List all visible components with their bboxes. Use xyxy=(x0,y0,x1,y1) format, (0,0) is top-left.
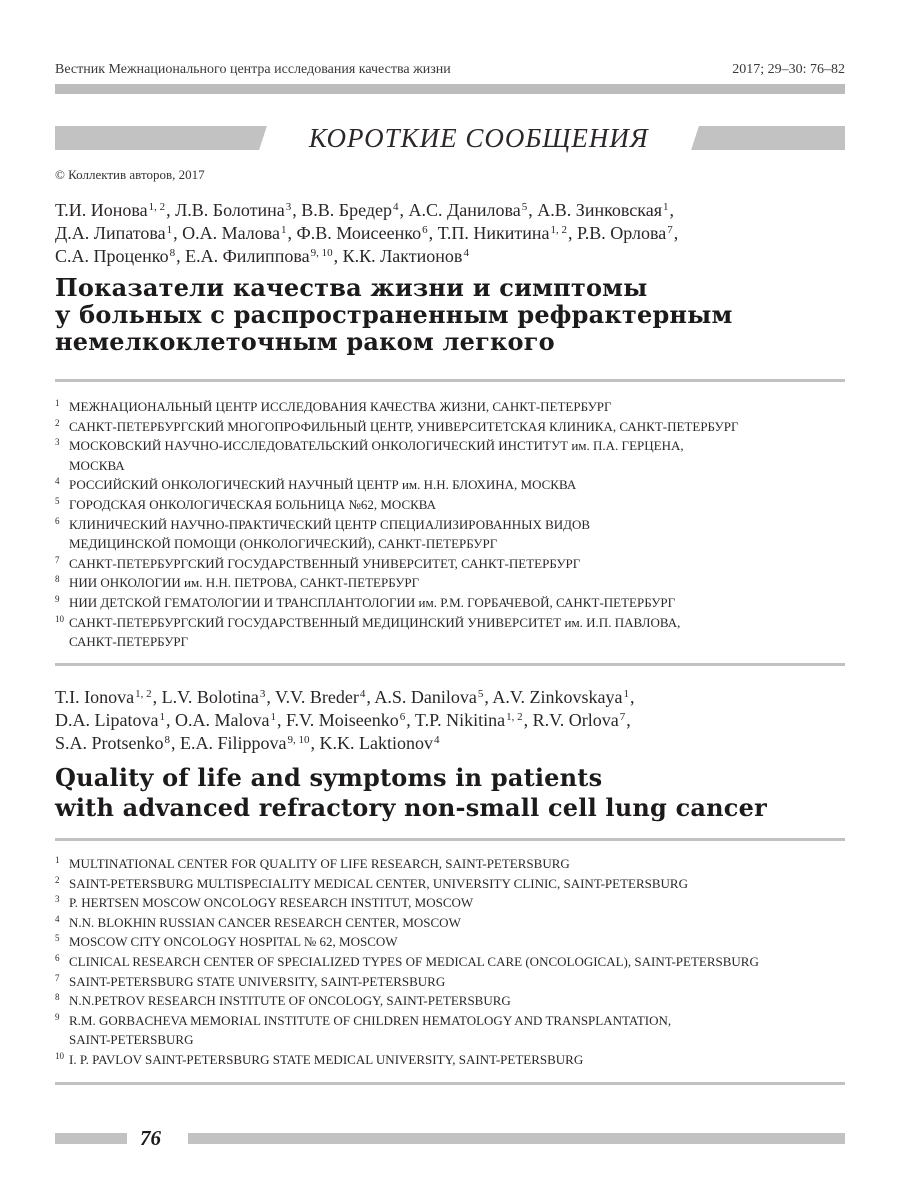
author xyxy=(320,733,441,753)
author-affiliation-ref: 1 xyxy=(270,711,276,723)
author xyxy=(343,246,470,266)
author-affiliation-ref: 6 xyxy=(399,711,406,723)
author xyxy=(55,733,171,753)
author-affiliation-ref: 8 xyxy=(169,247,176,259)
author-affiliation-ref: 1, 2 xyxy=(148,201,166,213)
affiliation-text: ГОРОДСКАЯ ОНКОЛОГИЧЕСКАЯ БОЛЬНИЦА №62, МОСКВА xyxy=(69,496,437,512)
author-name: К.К. Лактионов xyxy=(342,246,463,266)
affiliation-number: 9 xyxy=(55,1011,60,1022)
article-title-ru xyxy=(55,274,855,355)
affiliation-item xyxy=(55,593,855,613)
affiliation-item xyxy=(55,854,855,874)
journal-name: Вестник Межнационального центра исследования качества жизни xyxy=(55,62,451,77)
affiliations-ru xyxy=(55,397,855,652)
author-affiliation-ref: 5 xyxy=(521,201,528,213)
affiliation-item xyxy=(55,573,855,593)
author-line: T.I. Ionova$^{1, 2}$, L.V. Bolotina$^3$, V.V. Breder$^4$, A.S. Danilova$^5$, A.V. Zinkovskaya$^1$, xyxy=(55,687,635,707)
authors-ru xyxy=(55,199,845,268)
author xyxy=(182,223,287,243)
affiliation-text: SAINT-PETERSBURG STATE UNIVERSITY, SAINT-PETERSBURG xyxy=(69,973,446,989)
affiliation-text: МЕДИЦИНСКОЙ ПОМОЩИ (ОНКОЛОГИЧЕСКИЙ), САНКТ-ПЕТЕРБУРГ xyxy=(69,536,498,552)
affiliation-item xyxy=(55,1050,855,1070)
affiliation-item xyxy=(55,417,855,437)
author-affiliation-ref: 4 xyxy=(463,247,469,259)
author xyxy=(175,710,277,730)
author xyxy=(275,687,366,707)
author-name: A.V. Zinkovskaya xyxy=(492,687,623,707)
title-line: with advanced refractory non-small cell lung cancer xyxy=(55,793,767,822)
copyright-note: © Коллектив авторов, 2017 xyxy=(55,167,205,182)
author xyxy=(409,200,529,220)
affiliation-text: НИИ ОНКОЛОГИИ им. Н.Н. ПЕТРОВА, САНКТ-ПЕТЕРБУРГ xyxy=(69,575,420,591)
affiliation-text: РОССИЙСКИЙ ОНКОЛОГИЧЕСКИЙ НАУЧНЫЙ ЦЕНТР им. Н.Н. БЛОХИНА, МОСКВА xyxy=(69,477,577,493)
author xyxy=(492,687,630,707)
author xyxy=(374,687,484,707)
affiliation-item xyxy=(55,495,855,515)
author xyxy=(162,687,267,707)
affiliation-item xyxy=(55,436,855,475)
affiliation-item xyxy=(55,893,855,913)
affiliation-text: САНКТ-ПЕТЕРБУРГСКИЙ ГОСУДАРСТВЕННЫЙ УНИВЕРСИТЕТ, САНКТ-ПЕТЕРБУРГ xyxy=(69,555,581,571)
author-affiliation-ref: 7 xyxy=(619,711,626,723)
affiliation-text: R.M. GORBACHEVA MEMORIAL INSTITUTE OF CHILDREN HEMATOLOGY AND TRANSPLANTATION, xyxy=(69,1012,672,1028)
affiliation-number: 3 xyxy=(55,894,60,905)
author xyxy=(180,733,311,753)
affiliation-text: МОСКВА xyxy=(69,457,125,473)
affiliation-item xyxy=(55,397,855,417)
author-affiliation-ref: 1 xyxy=(281,224,287,236)
affiliation-item xyxy=(55,613,855,652)
author xyxy=(55,200,166,220)
page-number: 76 xyxy=(140,1126,161,1150)
section-title: КОРОТКИЕ СООБЩЕНИЯ xyxy=(309,122,649,153)
affiliation-item xyxy=(55,475,855,495)
author-affiliation-ref: 3 xyxy=(259,688,266,700)
author xyxy=(185,246,333,266)
affiliation-number: 3 xyxy=(55,437,60,448)
author-affiliation-ref: 4 xyxy=(393,201,399,213)
affiliation-text: SAINT-PETERSBURG xyxy=(69,1032,194,1048)
author-name: А.С. Данилова xyxy=(408,200,521,220)
author-name: В.В. Бредер xyxy=(301,200,393,220)
footer-bar-left xyxy=(55,1133,127,1144)
affiliation-number: 5 xyxy=(55,933,60,944)
title-line: у больных с распространенным рефрактерным xyxy=(55,300,733,329)
affiliation-number: 2 xyxy=(55,417,60,428)
author-affiliation-ref: 3 xyxy=(285,201,292,213)
author xyxy=(55,223,173,243)
author-name: S.A. Protsenko xyxy=(55,733,164,753)
author-affiliation-ref: 4 xyxy=(359,688,366,700)
section-banner xyxy=(55,122,845,156)
author-name: O.A. Malova xyxy=(174,710,270,730)
author-name: Д.А. Липатова xyxy=(55,223,166,243)
title-line: немелкоклеточным раком легкого xyxy=(55,327,555,356)
author-line: С.А. Проценко$^8$, Е.А. Филиппова$^{9, 10}$, К.К. Лактионов$^4$ xyxy=(55,246,469,266)
author xyxy=(55,246,176,266)
author-name: K.K. Laktionov xyxy=(319,733,433,753)
author xyxy=(577,223,674,243)
author-affiliation-ref: 1 xyxy=(159,711,165,723)
author-name: L.V. Bolotina xyxy=(161,687,259,707)
author-affiliation-ref: 1 xyxy=(166,224,173,236)
affiliation-number: 1 xyxy=(55,855,60,865)
affiliation-text: МЕЖНАЦИОНАЛЬНЫЙ ЦЕНТР ИССЛЕДОВАНИЯ КАЧЕСТВА ЖИЗНИ, САНКТ-ПЕТЕРБУРГ xyxy=(69,399,612,414)
article-title-en xyxy=(55,763,855,823)
affiliation-number: 7 xyxy=(55,554,60,565)
author-name: А.В. Зинковская xyxy=(537,200,663,220)
author-affiliation-ref: 1, 2 xyxy=(506,711,523,723)
affiliation-text: N.N.PETROV RESEARCH INSTITUTE OF ONCOLOGY, SAINT-PETERSBURG xyxy=(69,993,511,1009)
affiliation-item xyxy=(55,554,855,574)
running-header xyxy=(55,62,845,78)
divider-rule xyxy=(55,379,845,382)
header-divider-bar xyxy=(55,84,845,94)
author-affiliation-ref: 8 xyxy=(164,734,171,746)
author-affiliation-ref: 1, 2 xyxy=(550,224,567,236)
affiliation-item xyxy=(55,952,855,972)
author-name: V.V. Breder xyxy=(275,687,359,707)
author xyxy=(533,710,627,730)
author xyxy=(301,200,399,220)
affiliation-number: 4 xyxy=(55,913,60,924)
affiliation-item xyxy=(55,913,855,933)
author-affiliation-ref: 1 xyxy=(663,201,669,213)
affiliation-number: 7 xyxy=(55,972,60,983)
author-name: Е.А. Филиппова xyxy=(185,246,310,266)
author-affiliation-ref: 4 xyxy=(434,734,440,746)
author xyxy=(415,710,524,730)
affiliation-number: 5 xyxy=(55,495,60,506)
affiliation-text: MULTINATIONAL CENTER FOR QUALITY OF LIFE RESEARCH, SAINT-PETERSBURG xyxy=(69,856,570,871)
author-name: D.A. Lipatova xyxy=(55,710,159,730)
author xyxy=(297,223,429,243)
divider-rule xyxy=(55,838,845,841)
affiliation-number: 10 xyxy=(55,613,64,624)
affiliation-text: САНКТ-ПЕТЕРБУРГ xyxy=(69,634,189,650)
affiliation-number: 8 xyxy=(55,574,60,585)
affiliation-item xyxy=(55,972,855,992)
author-affiliation-ref: 1, 2 xyxy=(135,688,152,700)
author-name: F.V. Moiseenko xyxy=(285,710,399,730)
affiliation-text: САНКТ-ПЕТЕРБУРГСКИЙ МНОГОПРОФИЛЬНЫЙ ЦЕНТР, УНИВЕРСИТЕТСКАЯ КЛИНИКА, САНКТ-ПЕТЕРБУРГ xyxy=(69,418,739,434)
author-name: О.А. Малова xyxy=(182,223,281,243)
author-affiliation-ref: 9, 10 xyxy=(310,247,333,259)
author-affiliation-ref: 5 xyxy=(477,688,484,700)
affiliation-text: САНКТ-ПЕТЕРБУРГСКИЙ ГОСУДАРСТВЕННЫЙ МЕДИЦИНСКИЙ УНИВЕРСИТЕТ им. И.П. ПАВЛОВА, xyxy=(69,614,681,630)
affiliation-number: 1 xyxy=(55,398,60,408)
author xyxy=(537,200,669,220)
affiliation-number: 4 xyxy=(55,476,60,487)
affiliation-number: 10 xyxy=(55,1050,64,1061)
affiliation-item xyxy=(55,515,855,554)
author-affiliation-ref: 1 xyxy=(623,688,630,700)
title-line: Quality of life and symptoms in patients xyxy=(55,763,603,792)
affiliation-text: P. HERTSEN MOSCOW ONCOLOGY RESEARCH INSTITUT, MOSCOW xyxy=(69,895,474,911)
author-line: Т.И. Ионова$^{1, 2}$, Л.В. Болотина$^3$, В.В. Бредер$^4$, А.С. Данилова$^5$, А.В. Зинковская$^1$, xyxy=(55,200,675,220)
affiliation-number: 2 xyxy=(55,874,60,885)
section-banner-label-box xyxy=(258,122,700,154)
divider-rule xyxy=(55,663,845,666)
affiliation-text: CLINICAL RESEARCH CENTER OF SPECIALIZED TYPES OF MEDICAL CARE (ONCOLOGICAL), SAINT-PETERSBURG xyxy=(69,953,759,969)
author-name: E.A. Filippova xyxy=(180,733,287,753)
affiliation-item xyxy=(55,874,855,894)
affiliations-en xyxy=(55,854,855,1070)
author xyxy=(55,710,166,730)
affiliation-item xyxy=(55,1011,855,1050)
author xyxy=(438,223,568,243)
affiliation-text: SAINT-PETERSBURG MULTISPECIALITY MEDICAL CENTER, UNIVERSITY CLINIC, SAINT-PETERSBURG xyxy=(69,875,688,891)
author xyxy=(175,200,292,220)
author-name: Т.И. Ионова xyxy=(55,200,148,220)
author-name: Т.П. Никитина xyxy=(437,223,550,243)
author-affiliation-ref: 6 xyxy=(422,224,428,236)
affiliation-item xyxy=(55,991,855,1011)
author-affiliation-ref: 9, 10 xyxy=(287,734,310,746)
affiliation-text: N.N. BLOKHIN RUSSIAN CANCER RESEARCH CENTER, MOSCOW xyxy=(69,914,461,930)
author-name: С.А. Проценко xyxy=(55,246,169,266)
author-name: Л.В. Болотина xyxy=(175,200,285,220)
footer-bar-right xyxy=(188,1133,845,1144)
author xyxy=(55,687,153,707)
title-line: Показатели качества жизни и симптомы xyxy=(55,273,648,302)
affiliation-number: 6 xyxy=(55,515,60,526)
affiliation-number: 6 xyxy=(55,952,60,963)
author-line: Д.А. Липатова$^1$, О.А. Малова$^1$, Ф.В. Моисеенко$^6$, Т.П. Никитина$^{1, 2}$, Р.В. Орлова$^7$, xyxy=(55,223,679,243)
affiliation-text: I. P. PAVLOV SAINT-PETERSBURG STATE MEDICAL UNIVERSITY, SAINT-PETERSBURG xyxy=(69,1051,584,1067)
author-name: R.V. Orlova xyxy=(532,710,619,730)
affiliation-number: 9 xyxy=(55,593,60,604)
issue-info: 2017; 29–30: 76–82 xyxy=(732,62,845,77)
author-name: A.S. Danilova xyxy=(374,687,477,707)
author-name: T.I. Ionova xyxy=(55,687,135,707)
affiliation-item xyxy=(55,932,855,952)
author-name: T.P. Nikitina xyxy=(414,710,506,730)
affiliation-number: 8 xyxy=(55,992,60,1003)
affiliation-text: КЛИНИЧЕСКИЙ НАУЧНО-ПРАКТИЧЕСКИЙ ЦЕНТР СПЕЦИАЛИЗИРОВАННЫХ ВИДОВ xyxy=(69,516,591,532)
author-line: S.A. Protsenko$^8$, E.A. Filippova$^{9, 10}$, K.K. Laktionov$^4$ xyxy=(55,733,440,753)
affiliation-text: MOSCOW CITY ONCOLOGY HOSPITAL № 62, MOSCOW xyxy=(69,934,398,950)
author-line: D.A. Lipatova$^1$, O.A. Malova$^1$, F.V. Moiseenko$^6$, T.P. Nikitina$^{1, 2}$, R.V. Orlova$^7$, xyxy=(55,710,631,730)
author-name: Р.В. Орлова xyxy=(576,223,667,243)
affiliation-text: МОСКОВСКИЙ НАУЧНО-ИССЛЕДОВАТЕЛЬСКИЙ ОНКОЛОГИЧЕСКИЙ ИНСТИТУТ им. П.А. ГЕРЦЕНА, xyxy=(69,438,684,454)
author-affiliation-ref: 7 xyxy=(667,224,673,236)
author-name: Ф.В. Моисеенко xyxy=(296,223,422,243)
divider-rule xyxy=(55,1082,845,1085)
affiliation-text: НИИ ДЕТСКОЙ ГЕМАТОЛОГИИ И ТРАНСПЛАНТОЛОГИИ им. Р.М. ГОРБАЧЕВОЙ, САНКТ-ПЕТЕРБУРГ xyxy=(69,594,676,610)
authors-en xyxy=(55,686,845,755)
author xyxy=(286,710,406,730)
